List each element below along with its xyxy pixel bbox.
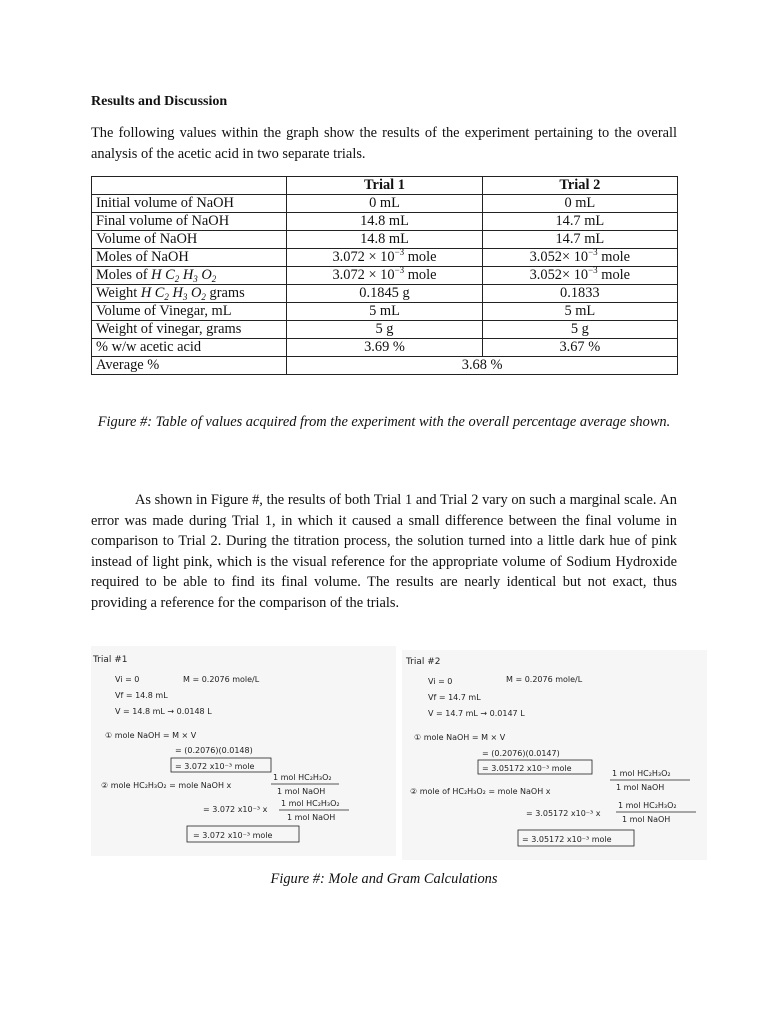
- row-label: Volume of NaOH: [92, 231, 287, 249]
- trial2-cell: 14.7 mL: [482, 213, 677, 231]
- section-heading: Results and Discussion: [91, 94, 228, 109]
- value-base: 3.052× 10: [529, 267, 589, 283]
- trial2-cell: 3.67 %: [482, 339, 677, 357]
- trial1-cell: 14.8 mL: [287, 231, 482, 249]
- calc-line: Vf = 14.7 mL: [428, 693, 481, 702]
- value-exponent: −3: [588, 247, 598, 257]
- row-label: % w/w acetic acid: [92, 339, 287, 357]
- trial1-cell: [287, 267, 482, 285]
- calc-fraction: 1 mol NaOH: [277, 787, 326, 796]
- table-row: [92, 195, 678, 213]
- trial1-cell: 5 g: [287, 321, 482, 339]
- row-label: [92, 285, 287, 303]
- trial2-cell: 5 mL: [482, 303, 677, 321]
- calc-step: ① mole NaOH = M × V: [414, 733, 506, 742]
- trial2-calculation-image: [402, 650, 707, 860]
- calc-line: V = 14.7 mL → 0.0147 L: [428, 709, 525, 718]
- calc-step: ① mole NaOH = M × V: [105, 731, 197, 740]
- calc-step: = (0.2076)(0.0147): [482, 749, 560, 758]
- calc-step: = (0.2076)(0.0148): [175, 746, 253, 755]
- calc-title: Trial #2: [406, 657, 441, 667]
- calc-fraction: 1 mol HC₂H₃O₂: [618, 801, 677, 810]
- table-row: [92, 339, 678, 357]
- value-exponent: −3: [394, 247, 405, 257]
- value-base: 3.072 × 10: [332, 267, 395, 283]
- value-unit: mole: [597, 249, 631, 265]
- calc-step: ② mole of HC₂H₃O₂ = mole NaOH x: [410, 787, 551, 796]
- value-base: 3.072 × 10: [332, 249, 395, 265]
- table-row: [92, 285, 678, 303]
- row-label: Initial volume of NaOH: [92, 195, 287, 213]
- calc-result: = 3.05172 x10⁻³ mole: [522, 835, 612, 844]
- calc-step: = 3.05172 x10⁻³ mole: [482, 764, 572, 773]
- results-table: [91, 176, 678, 375]
- calc-step: = 3.072 x10⁻³ mole: [175, 762, 255, 771]
- trial1-cell: 0 mL: [287, 195, 482, 213]
- row-label: Final volume of NaOH: [92, 213, 287, 231]
- value-unit: mole: [404, 267, 437, 283]
- calc-fraction: 1 mol NaOH: [287, 813, 336, 822]
- calc-line: V = 14.8 mL → 0.0148 L: [115, 707, 212, 716]
- table-header-row: [92, 177, 678, 195]
- value-exponent: −3: [588, 265, 598, 275]
- value-base: 3.052× 10: [529, 249, 589, 265]
- value-unit: mole: [404, 249, 437, 265]
- label-text: Moles of: [96, 267, 152, 283]
- trial2-cell: [482, 267, 677, 285]
- trial1-handwriting: [91, 646, 396, 856]
- calc-line: M = 0.2076 mole/L: [183, 675, 260, 684]
- calc-title: Trial #1: [93, 655, 128, 665]
- trial2-cell: 5 g: [482, 321, 677, 339]
- trial2-cell: [482, 249, 677, 267]
- calc-fraction: 1 mol NaOH: [622, 815, 671, 824]
- calc-line: Vi = 0: [428, 677, 453, 686]
- calc-line: Vf = 14.8 mL: [115, 691, 168, 700]
- table-row: [92, 321, 678, 339]
- row-label: Average %: [92, 357, 287, 375]
- trial1-cell: 0.1845 g: [287, 285, 482, 303]
- label-text: grams: [205, 285, 245, 301]
- calc-step: ② mole HC₂H₃O₂ = mole NaOH x: [101, 781, 232, 790]
- acetic-acid-formula: H $C_2$ $H_3$ $O_2$: [151, 267, 217, 284]
- table-row: [92, 213, 678, 231]
- trial2-cell: 0 mL: [482, 195, 677, 213]
- row-label: [92, 267, 287, 285]
- trial1-cell: 14.8 mL: [287, 213, 482, 231]
- calc-step: = 3.072 x10⁻³ x: [203, 805, 268, 814]
- calc-fraction: 1 mol HC₂H₃O₂: [612, 769, 671, 778]
- calc-line: M = 0.2076 mole/L: [506, 675, 583, 684]
- table-header: [92, 177, 287, 195]
- trial2-cell: 0.1833: [482, 285, 677, 303]
- average-cell: 3.68 %: [287, 357, 678, 375]
- trial1-cell: 3.69 %: [287, 339, 482, 357]
- calc-fraction: 1 mol NaOH: [616, 783, 665, 792]
- trial1-calculation-image: [91, 646, 396, 856]
- table-row: [92, 303, 678, 321]
- trial1-cell: [287, 249, 482, 267]
- table-header: Trial 2: [482, 177, 677, 195]
- calc-step: = 3.05172 x10⁻³ x: [526, 809, 601, 818]
- label-text: Weight: [96, 285, 141, 301]
- discussion-paragraph: As shown in Figure #, the results of both Trial 1 and Trial 2 vary on such a marginal scale. An error was made during Trial 1, in which it caused a small difference between the final volume in comparison to Trial 2. During the titration process, the solution turned into a little dark hue of pink instead of light pink, which is the visual reference for the appropriate volume of Sodium Hydroxide required to be able to find its final volume. The results are nearly identical but not exact, thus providing a reference for the comparison of the trials.: [91, 492, 677, 611]
- row-label: Moles of NaOH: [92, 249, 287, 267]
- value-exponent: −3: [394, 265, 405, 275]
- calc-line: Vi = 0: [115, 675, 140, 684]
- table-row: [92, 357, 678, 375]
- intro-paragraph: The following values within the graph show the results of the experiment pertaining to the overall analysis of the acetic acid in two separate trials.: [91, 125, 677, 162]
- trial2-cell: 14.7 mL: [482, 231, 677, 249]
- table-header: Trial 1: [287, 177, 482, 195]
- table-caption: Figure #: Table of values acquired from the experiment with the overall percentage average shown.: [97, 414, 671, 430]
- calculation-caption: Figure #: Mole and Gram Calculations: [270, 871, 498, 887]
- trial2-handwriting: [402, 650, 707, 860]
- acetic-acid-formula: H $C_2$ $H_3$ $O_2$: [140, 285, 206, 302]
- table-row: [92, 249, 678, 267]
- row-label: Volume of Vinegar, mL: [92, 303, 287, 321]
- calc-fraction: 1 mol HC₂H₃O₂: [273, 773, 332, 782]
- calc-result: = 3.072 x10⁻³ mole: [193, 831, 273, 840]
- table-row: [92, 231, 678, 249]
- trial1-cell: 5 mL: [287, 303, 482, 321]
- table-row: [92, 267, 678, 285]
- row-label: Weight of vinegar, grams: [92, 321, 287, 339]
- value-unit: mole: [597, 267, 631, 283]
- calc-fraction: 1 mol HC₂H₃O₂: [281, 799, 340, 808]
